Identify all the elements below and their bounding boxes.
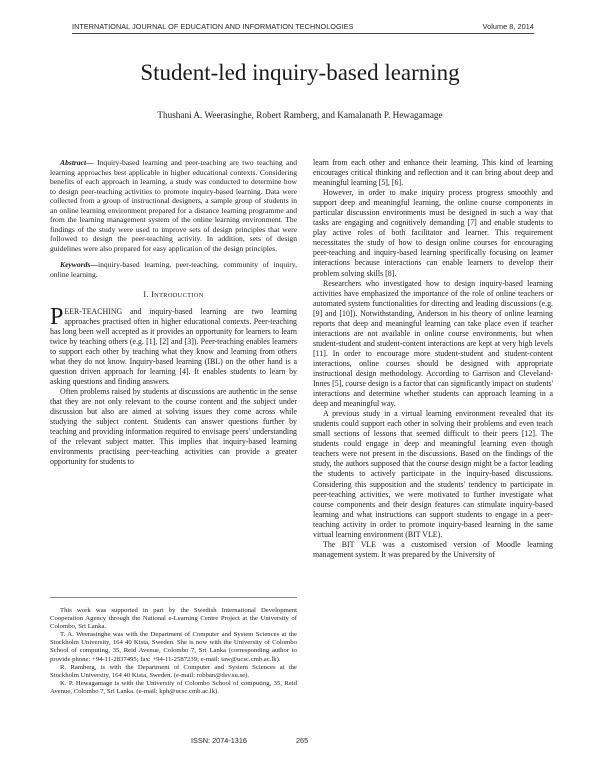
volume-info: Volume 8, 2014 <box>482 22 534 31</box>
intro-p1-text: and inquiry-based learning are two learning approaches practised often in higher educational contexts. Peer-teaching has long been well accepted as it provides an opportunity for learners to learn twice by teaching others (e.g. [1], [2] and [3]). Peer-teaching enables learners to support each other by teaching what they know and learning from others what they do not know. Inquiry-based learning (IBL) on the other hand is a question driven approach for learning [4]. It enables students to learn by asking questions and finding answers. <box>50 306 297 386</box>
right-paragraph-3: Researchers who investigated how to design inquiry-based learning activities have emphasized the importance of the role of online teachers or automated system functionalities for directing and leading discussions (e.g. [9] and [10]). Notwithstanding, Anderson in his theory of online learning reports that deep and meaningful learning can take place even if teacher interactions are not available in online course environments, but when student-student and student-content interactions are kept at very high levels [11]. In order to encourage more student-student and student-content interactions, online courses should be designed with appropriate instructional design methodology. According to Garrison and Cleveland-Innes [5], course design is a factor that can significantly impact on students' interactions and determine whether students can approach learning in a deep and meaningful way. <box>313 278 553 409</box>
footnote-author-2: R. Ramberg, is with the Department of Computer and System Sciences at the Stockholm University, 164 40 Kista, Sweden. (e-mail: robban@dsv.su.se). <box>50 663 297 679</box>
author-list: Thushani A. Weerasinghe, Robert Ramberg, and Kamalanath P. Hewagamage <box>157 110 443 120</box>
keywords-label: Keywords— <box>60 260 98 270</box>
right-column <box>313 158 553 560</box>
right-paragraph-2: However, in order to make inquiry process progress smoothly and support deep and meaningful learning, the online course components in particular discussion environments must be designed in such a way that tasks are engaging and cognitively demanding [7] and enable students to play active roles of both facilitator and learner. This requirement necessitates the study of how to design online courses for encouraging peer-teaching and inquiry-based learning specifically focusing on learner interactions because interactions can enable learners to develop their problem solving skills [8]. <box>313 188 553 278</box>
intro-paragraph-2: Often problems raised by students at discussions are authentic in the sense that they are not only relevant to the course content and the subject under discussion but also are aimed at solving issues they come across while studying the subject content. Students can answer questions further by teaching and providing information required to envisage peers' understanding of the relevant subject matter. This implies that inquiry-based learning environments practising peer-teaching activities can provide a greater opportunity for students to <box>50 386 297 467</box>
footnote-author-1: T. A. Weerasinghe was with the Department of Computer and System Sciences at the Stockholm University, 164 40 Kista, Sweden. She is now with the University of Colombo School of computing, 35, Reid Avenue, Colombo 7, Sri Lanka (corresponding author to provide phone: +94-11-2837495; fax: +94-11-2587239; e-mail: taw@ucsc.cmb.ac.lk). <box>50 631 297 663</box>
drop-cap: P <box>50 303 64 330</box>
abstract-label: Abstract— <box>60 158 94 167</box>
journal-name: INTERNATIONAL JOURNAL OF EDUCATION AND INFORMATION TECHNOLOGIES <box>72 22 354 31</box>
abstract <box>50 158 297 253</box>
intro-first-word: EER-TEACHING <box>64 306 123 316</box>
left-column <box>50 158 297 467</box>
intro-paragraph-1 <box>50 303 297 387</box>
keywords <box>50 260 297 279</box>
issn: ISSN: 2074-1316 <box>191 736 247 745</box>
abstract-text: Inquiry-based learning and peer-teaching are two teaching and learning approaches best applicable in higher educational contexts. Considering benefits of each approach in learning, a study was conducted to determine how to design peer-teaching activities to promote inquiry-based learning. Data were collected from a group of instructional designers, a sample group of students in an online learning environment prepared for a distance learning programme and from the learning management system of the online learning environment. The findings of the study were used to improve sets of design principles that were followed to design the peer-teaching activity. In addition, sets of design guidelines were also prepared for easy application of the design principles. <box>50 158 297 253</box>
right-paragraph-1: learn from each other and enhance their learning. This kind of learning encourages critical thinking and reflection and it can bring about deep and meaningful learning [5], [6]. <box>313 158 553 188</box>
paper-title: Student-led inquiry-based learning <box>140 60 460 85</box>
footnotes <box>50 597 297 696</box>
section-title-first: I <box>151 289 155 299</box>
section-title-rest: NTRODUCTION <box>154 291 204 299</box>
page-number: 265 <box>296 736 309 745</box>
footnote-author-3: K. P. Hewagamage is with the University of Colombo School of computing, 35, Reid Avenue, Colombo 7, Sri Lanka. (e-mail: kph@ucsc.cmb.ac.lk). <box>50 679 297 695</box>
header-rule <box>72 33 534 34</box>
keywords-text: inquiry-based learning, peer-teaching, community of inquiry, online learning. <box>50 260 297 280</box>
footnote-funding: This work was supported in part by the Swedish International Development Cooperation Agency through the National e-Learning Centre Project at the University of Colombo, Sri Lanka. <box>50 607 297 631</box>
right-paragraph-4: A previous study in a virtual learning environment revealed that its students could support each other in solving their problems and even teach small sections of lessons that seemed difficult to their peers [12]. The students could engage in deep and meaningful learning even though teachers were not present in the discussions. Based on the findings of the study, the authors supposed that the course design might be a factor leading the students to actively participate in the inquiry-based discussions. Considering this supposition and the students' tendency to participate in peer-teaching activities, we were motivated to further investigate what course components and their design features can stimulate inquiry-based learning and what instructions can support students to engage in a peer-teaching activity in order to promote inquiry-based learning in the same virtual learning environment (BIT VLE). <box>313 409 553 539</box>
right-paragraph-5: The BIT VLE was a customised version of Moodle learning management system. It was prepared by the University of <box>313 539 553 559</box>
section-heading <box>50 290 297 301</box>
section-number: I. <box>143 289 149 299</box>
